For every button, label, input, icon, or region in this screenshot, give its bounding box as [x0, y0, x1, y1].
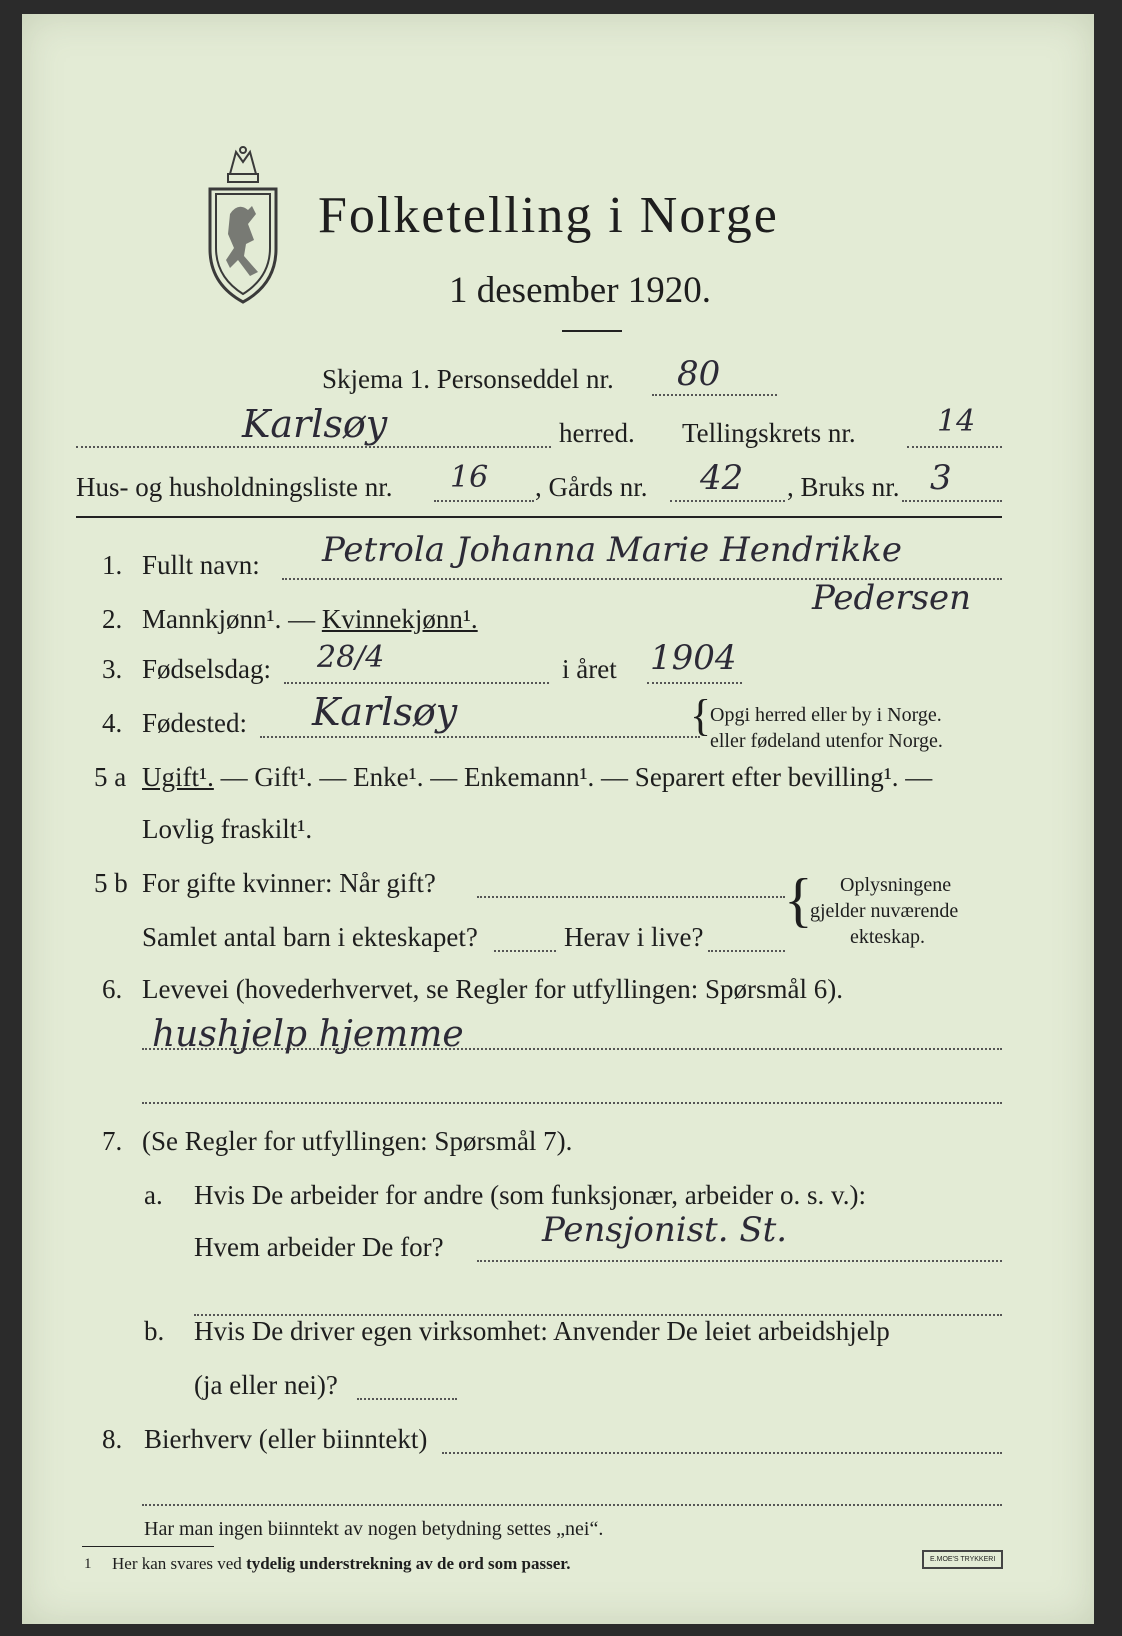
hus-value: 16: [450, 460, 489, 495]
q5b-alive-line: [708, 950, 785, 952]
q3-number: 3.: [102, 654, 123, 684]
herred-value: Karlsøy: [242, 402, 388, 446]
gards-label: , Gårds nr.: [535, 472, 648, 502]
tellingskrets-value: 14: [937, 404, 976, 439]
q7a-employer-value: Pensjonist. St.: [542, 1210, 788, 1250]
gards-value: 42: [700, 458, 744, 498]
q5a-option-fraskilt: Lovlig fraskilt¹.: [142, 814, 313, 844]
q1-name-line2: Pedersen: [812, 578, 972, 618]
q5b-number: 5 b: [94, 868, 128, 898]
q7a-line1: Hvis De arbeider for andre (som funksjonær, arbeider o. s. v.):: [194, 1180, 866, 1210]
q5b-children-line: [494, 950, 556, 952]
bruks-label: , Bruks nr.: [787, 472, 900, 502]
q3-line: [284, 682, 549, 684]
census-date: 1 desember 1920.: [449, 270, 712, 311]
q2-number: 2.: [102, 604, 123, 634]
q1-label: Fullt navn:: [142, 550, 260, 580]
skjema-label: Skjema 1. Personseddel nr.: [322, 364, 614, 394]
q5b-brace: {: [784, 867, 813, 933]
q5b-when-line: [477, 896, 785, 898]
q6-label: Levevei (hovederhvervet, se Regler for utfyllingen: Spørsmål 6).: [142, 974, 844, 1004]
q4-line: [260, 736, 700, 738]
tellingskrets-line: [907, 446, 1002, 448]
q4-note-2: eller fødeland utenfor Norge.: [710, 730, 943, 752]
q7b-number: b.: [144, 1316, 165, 1346]
q8-line-2: [142, 1504, 1002, 1506]
q3-birthday-value: 28/4: [317, 640, 385, 675]
q8-label: Bierhverv (eller biinntekt): [144, 1424, 428, 1454]
census-form: [22, 14, 1094, 1624]
printer-stamp: E.MOE'S TRYKKERI: [922, 1550, 1003, 1569]
q2-option-male: Mannkjønn¹. —: [142, 604, 322, 634]
q4-note-1: Opgi herred eller by i Norge.: [710, 704, 942, 726]
herred-label: herred.: [559, 418, 635, 448]
q5b-note-3: ekteskap.: [850, 926, 925, 948]
form-title: Folketelling i Norge: [318, 187, 779, 244]
header-rule: [76, 516, 1002, 518]
q3-year-line: [647, 682, 742, 684]
q5a-number: 5 a: [94, 762, 127, 792]
q5b-alive: Herav i live?: [564, 922, 704, 952]
bruks-value: 3: [930, 458, 952, 498]
hus-line: [434, 500, 534, 502]
gards-line: [670, 500, 785, 502]
q5b-children: Samlet antal barn i ekteskapet?: [142, 922, 478, 952]
skjema-nr-value: 80: [677, 354, 721, 394]
q1-name-line1: Petrola Johanna Marie Hendrikke: [322, 530, 902, 570]
q6-line-2: [142, 1102, 1002, 1104]
q4-label: Fødested:: [142, 708, 247, 738]
q7b-line2: (ja eller nei)?: [194, 1370, 338, 1400]
q7b-line: [357, 1398, 457, 1400]
footer-note: Har man ingen biinntekt av nogen betydning settes „nei“.: [144, 1518, 604, 1540]
q2-option-female: Kvinnekjønn¹.: [321, 604, 478, 634]
q8-number: 8.: [102, 1424, 123, 1454]
title-divider: [562, 330, 622, 332]
q6-number: 6.: [102, 974, 123, 1004]
q5a-options: [142, 762, 932, 793]
footnote-rule: [82, 1546, 214, 1547]
q2-text: [142, 604, 478, 635]
q6-occupation-value: hushjelp hjemme: [152, 1014, 464, 1055]
q3-year-value: 1904: [650, 638, 737, 678]
q4-birthplace-value: Karlsøy: [312, 690, 458, 734]
tellingskrets-label: Tellingskrets nr.: [682, 418, 856, 448]
q3-label: Fødselsdag:: [142, 654, 272, 684]
skjema-line: [652, 394, 777, 396]
q6-line-1: [142, 1048, 1002, 1050]
coat-of-arms-icon: [200, 144, 286, 304]
q7-label: (Se Regler for utfyllingen: Spørsmål 7).: [142, 1126, 573, 1156]
q4-number: 4.: [102, 708, 123, 738]
q7a-number: a.: [144, 1180, 163, 1210]
footnote-text: Her kan svares ved tydelig understrekning av de ord som passer.: [112, 1554, 571, 1573]
bruks-line: [902, 500, 1002, 502]
q5a-option-ugift: Ugift¹.: [142, 762, 214, 792]
herred-line: [76, 446, 551, 448]
q5a-option-others: — Gift¹. — Enke¹. — Enkemann¹. — Separert efter bevilling¹. —: [213, 762, 933, 792]
q7b-line1: Hvis De driver egen virksomhet: Anvender De leiet arbeidshjelp: [194, 1316, 890, 1346]
q3-year-label: i året: [562, 654, 617, 684]
footnote-number: 1: [84, 1556, 92, 1572]
q5b-when-married: For gifte kvinner: Når gift?: [142, 868, 436, 898]
q1-number: 1.: [102, 550, 123, 580]
q7a-line: [477, 1260, 1002, 1262]
q7a-line2: Hvem arbeider De for?: [194, 1232, 444, 1262]
hus-label: Hus- og husholdningsliste nr.: [76, 472, 393, 502]
q4-brace: {: [690, 691, 712, 740]
q5b-note-1: Oplysningene: [840, 874, 952, 896]
q5b-note-2: gjelder nuværende: [810, 900, 959, 922]
q8-line: [442, 1452, 1002, 1454]
q7-number: 7.: [102, 1126, 123, 1156]
